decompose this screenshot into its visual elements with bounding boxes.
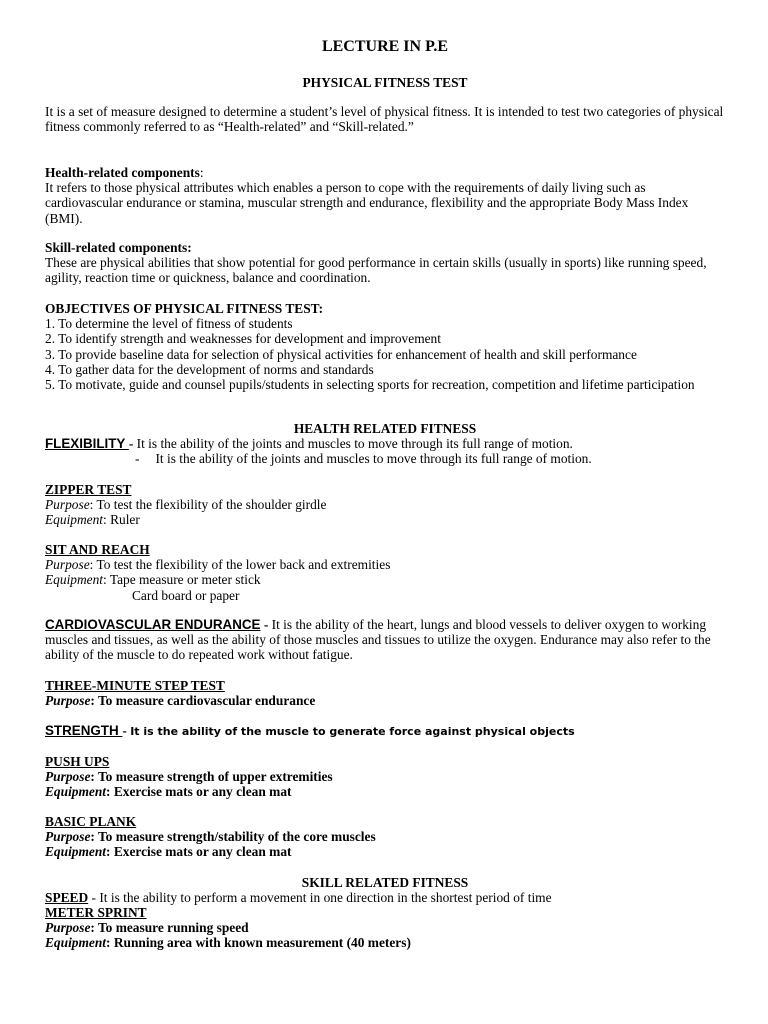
strength-line: [45, 723, 725, 739]
skill-components-text: These are physical abilities that show potential for good performance in certain skills (usually in sports) like running speed, agility, reaction time or quickness, balance and coordination.: [45, 255, 707, 286]
plank-purpose: [45, 829, 725, 844]
flexibility-dash-2: -: [135, 451, 140, 467]
skill-related-fitness-heading: SKILL RELATED FITNESS: [301, 875, 469, 890]
purpose-text: : To measure strength/stability of the core muscles: [90, 829, 376, 845]
sit-reach-heading: SIT AND REACH: [45, 542, 150, 557]
flexibility-line-2: [45, 451, 725, 466]
step-test-section: [45, 678, 725, 708]
health-components-colon: :: [199, 165, 204, 180]
equipment-text: : Running area with known measurement (40 meters): [106, 935, 411, 951]
objective-item: 5. To motivate, guide and counsel pupils/students in selecting sports for recreation, competition and lifetime participation: [45, 377, 695, 393]
sit-reach-equipment-2: Card board or paper: [132, 587, 240, 603]
health-related-fitness-heading: HEALTH RELATED FITNESS: [293, 421, 477, 436]
sit-reach-section: [45, 542, 725, 603]
strength-def: It is the ability of the muscle to generate force against physical objects: [130, 725, 575, 738]
purpose-label: Purpose: [45, 557, 90, 573]
strength-definition: [45, 723, 725, 739]
push-ups-purpose: [45, 769, 725, 784]
equipment-text: : Exercise mats or any clean mat: [106, 784, 292, 800]
equipment-label: Equipment: [45, 784, 107, 800]
speed-def: - It is the ability to perform a movement in one direction in the shortest period of time: [88, 890, 552, 905]
health-components-heading: Health-related components: [45, 165, 200, 180]
health-components-text: It refers to those physical attributes which enables a person to cope with the requirements of daily living such as cardiovascular endurance or stamina, muscular strength and endurance, flexibility and the appropriate Body Mass Index (BMI).: [45, 180, 689, 226]
sit-reach-purpose: [45, 557, 725, 572]
objective-item: 1. To determine the level of fitness of students: [45, 316, 293, 332]
flexibility-term: FLEXIBILITY: [45, 436, 129, 451]
document-subtitle: PHYSICAL FITNESS TEST: [302, 75, 468, 90]
document-title: LECTURE IN P.E: [321, 38, 449, 55]
equipment-label: Equipment: [45, 935, 107, 951]
health-components-section: [45, 165, 725, 226]
equipment-label: Equipment: [45, 512, 104, 528]
push-ups-section: [45, 754, 725, 800]
purpose-text: : To measure strength of upper extremities: [90, 769, 333, 785]
purpose-text: : To measure cardiovascular endurance: [90, 693, 316, 709]
zipper-purpose: [45, 497, 725, 512]
purpose-text: : To test the flexibility of the lower back and extremities: [89, 557, 391, 573]
speed-term: SPEED: [45, 890, 89, 905]
push-ups-heading: PUSH UPS: [45, 754, 110, 769]
cardio-dash: -: [260, 617, 272, 632]
flexibility-dash: -: [128, 436, 137, 451]
sprint-equipment: [45, 935, 725, 950]
strength-term: STRENGTH: [45, 723, 123, 738]
objectives-heading: OBJECTIVES OF PHYSICAL FITNESS TEST:: [45, 301, 324, 316]
strength-dash: -: [122, 723, 131, 738]
skill-components-section: [45, 240, 725, 286]
purpose-text: : To measure running speed: [90, 920, 249, 936]
cardio-paragraph: [45, 617, 725, 663]
plank-heading: BASIC PLANK: [45, 814, 137, 829]
equipment-text: : Tape measure or meter stick: [103, 572, 261, 588]
flexibility-def-2: It is the ability of the joints and muscles to move through its full range of motion.: [155, 451, 592, 467]
cardio-def: It is the ability of the heart, lungs and blood vessels to deliver oxygen to working muscles and tissues, as well as the ability of those muscles and tissues to utilize the oxygen. Endurance may also refer to the ability of the muscle to do repeated work without fatigue.: [45, 617, 711, 663]
objective-item: 3. To provide baseline data for selection of physical activities for enhancement of health and skill performance: [45, 346, 637, 362]
purpose-text: : To test the flexibility of the shoulder girdle: [89, 497, 327, 513]
flexibility-def: It is the ability of the joints and muscles to move through its full range of motion.: [136, 436, 573, 451]
speed-line: [45, 890, 725, 905]
purpose-label: Purpose: [45, 769, 91, 785]
zipper-equipment: [45, 512, 725, 527]
purpose-label: Purpose: [45, 497, 90, 513]
zipper-test-section: [45, 482, 725, 528]
objectives-section: [45, 301, 725, 392]
intro-paragraph: It is a set of measure designed to determine a student’s level of physical fitness. It is intended to test two categories of physical fitness commonly referred to as “Health-related” and “Skill-related.”: [45, 104, 724, 135]
equipment-text: : Ruler: [103, 512, 140, 528]
equipment-label: Equipment: [45, 572, 104, 588]
step-test-purpose: [45, 693, 725, 708]
sprint-purpose: [45, 920, 725, 935]
health-components-heading-line: [45, 165, 725, 180]
zipper-test-heading: ZIPPER TEST: [45, 482, 132, 497]
equipment-label: Equipment: [45, 844, 107, 860]
flexibility-line: [45, 436, 725, 451]
purpose-label: Purpose: [45, 693, 91, 709]
push-ups-equipment: [45, 784, 725, 799]
objective-item: 2. To identify strength and weaknesses for development and improvement: [45, 331, 441, 347]
cardio-definition: [45, 617, 725, 663]
purpose-label: Purpose: [45, 829, 91, 845]
sprint-heading: METER SPRINT: [45, 905, 147, 920]
flexibility-definition: [45, 436, 725, 466]
cardio-term: CARDIOVASCULAR ENDURANCE: [45, 617, 261, 632]
sit-reach-equipment: [45, 572, 725, 587]
speed-definition: [45, 890, 725, 905]
objective-item: 4. To gather data for the development of norms and standards: [45, 361, 374, 377]
plank-equipment: [45, 844, 725, 859]
step-test-heading: THREE-MINUTE STEP TEST: [45, 678, 225, 693]
equipment-text: : Exercise mats or any clean mat: [106, 844, 292, 860]
plank-section: [45, 814, 725, 860]
skill-components-heading: Skill-related components:: [45, 240, 192, 255]
purpose-label: Purpose: [45, 920, 91, 936]
sprint-section: [45, 905, 725, 951]
